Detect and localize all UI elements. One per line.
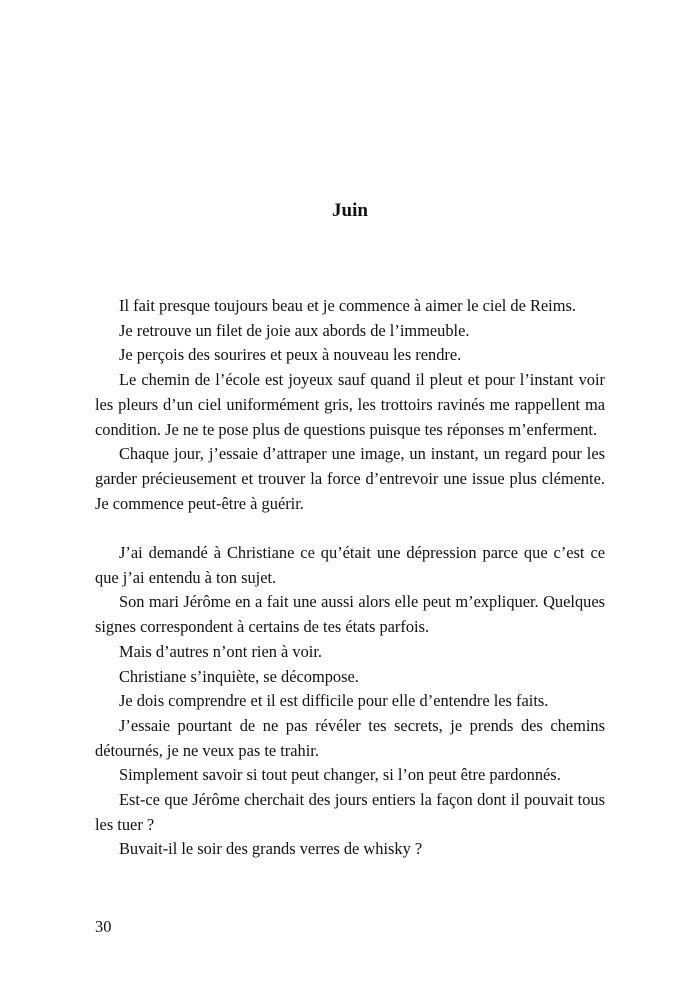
paragraph: Je perçois des sourires et peux à nouveau les rendre. — [119, 345, 462, 365]
paragraph: Est-ce que Jérôme cherchait des jours entiers la façon dont il pouvait tous les tuer ? — [95, 790, 605, 834]
chapter-title: Juin — [332, 200, 368, 221]
paragraph: Mais d’autres n’ont rien à voir. — [119, 641, 323, 661]
paragraph: J’essaie pourtant de ne pas révéler tes secrets, je prends des chemins détournés, je ne veux pas te trahir. — [95, 715, 605, 760]
paragraph: Chaque jour, j’essaie d’attraper une image, un instant, un regard pour les garder précieusement et trouver la force d’entrevoir une issue plus clémente. Je commence peut-être à guérir. — [95, 444, 605, 513]
body-text — [95, 294, 605, 862]
paragraph: Le chemin de l’école est joyeux sauf quand il pleut et pour l’instant voir les pleurs d’un ciel uniformément gris, les trottoirs ravinés me rappellent ma condition. Je ne te pose plus de questions puisque tes réponses m’enferment. — [95, 370, 605, 439]
paragraph: Buvait-il le soir des grands verres de whisky ? — [119, 839, 423, 859]
paragraph: Son mari Jérôme en a fait une aussi alors elle peut m’expliquer. Quelques signes correspondent à certains de tes états parfois. — [95, 592, 605, 637]
paragraph: J’ai demandé à Christiane ce qu’était une dépression parce que c’est ce que j’ai entendu à ton sujet. — [95, 543, 605, 587]
section-break — [95, 516, 605, 541]
paragraph: Je dois comprendre et il est difficile pour elle d’entendre les faits. — [119, 691, 549, 711]
paragraph: Christiane s’inquiète, se décompose. — [119, 666, 359, 686]
paragraph: Simplement savoir si tout peut changer, si l’on peut être pardonnés. — [119, 765, 561, 785]
page-number: 30 — [95, 917, 112, 936]
paragraph: Il fait presque toujours beau et je commence à aimer le ciel de Reims. — [119, 296, 576, 315]
paragraph: Je retrouve un filet de joie aux abords de l’immeuble. — [119, 320, 470, 340]
